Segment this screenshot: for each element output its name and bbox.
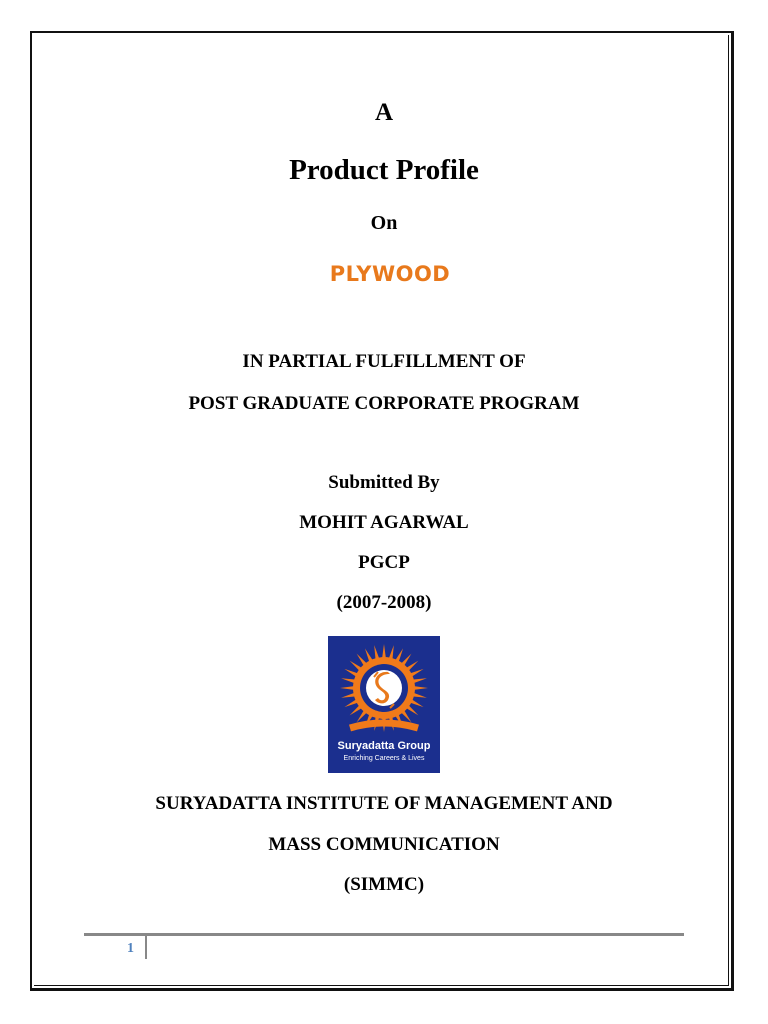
- sun-ray: [340, 686, 355, 690]
- cover-on: On: [370, 212, 398, 234]
- suryadatta-logo: [328, 636, 440, 773]
- submitted-by-label: Submitted By: [328, 472, 440, 493]
- program-name: PGCP: [358, 552, 410, 573]
- program-year: (2007-2008): [336, 592, 432, 613]
- page-number-separator: [145, 936, 147, 959]
- page-number: 1: [127, 941, 134, 956]
- logo-name: Suryadatta Group: [337, 740, 431, 752]
- institute-abbreviation: (SIMMC): [343, 874, 425, 895]
- cover-subject: PLYWOOD: [329, 262, 451, 286]
- sun-ray: [413, 686, 428, 690]
- institute-line-1: SURYADATTA INSTITUTE OF MANAGEMENT AND: [155, 793, 613, 814]
- institute-line-2: MASS COMMUNICATION: [268, 834, 500, 855]
- logo-tagline: Enriching Careers & Lives: [343, 755, 425, 762]
- footer-rule: [84, 933, 684, 936]
- sun-emblem-icon: [328, 636, 440, 773]
- purpose-line-2: POST GRADUATE CORPORATE PROGRAM: [188, 393, 580, 414]
- author-name: MOHIT AGARWAL: [299, 512, 469, 533]
- purpose-line-1: IN PARTIAL FULFILLMENT OF: [242, 351, 526, 372]
- cover-article: A: [374, 99, 394, 126]
- page-title: Product Profile: [289, 154, 479, 186]
- sun-ray: [382, 644, 386, 659]
